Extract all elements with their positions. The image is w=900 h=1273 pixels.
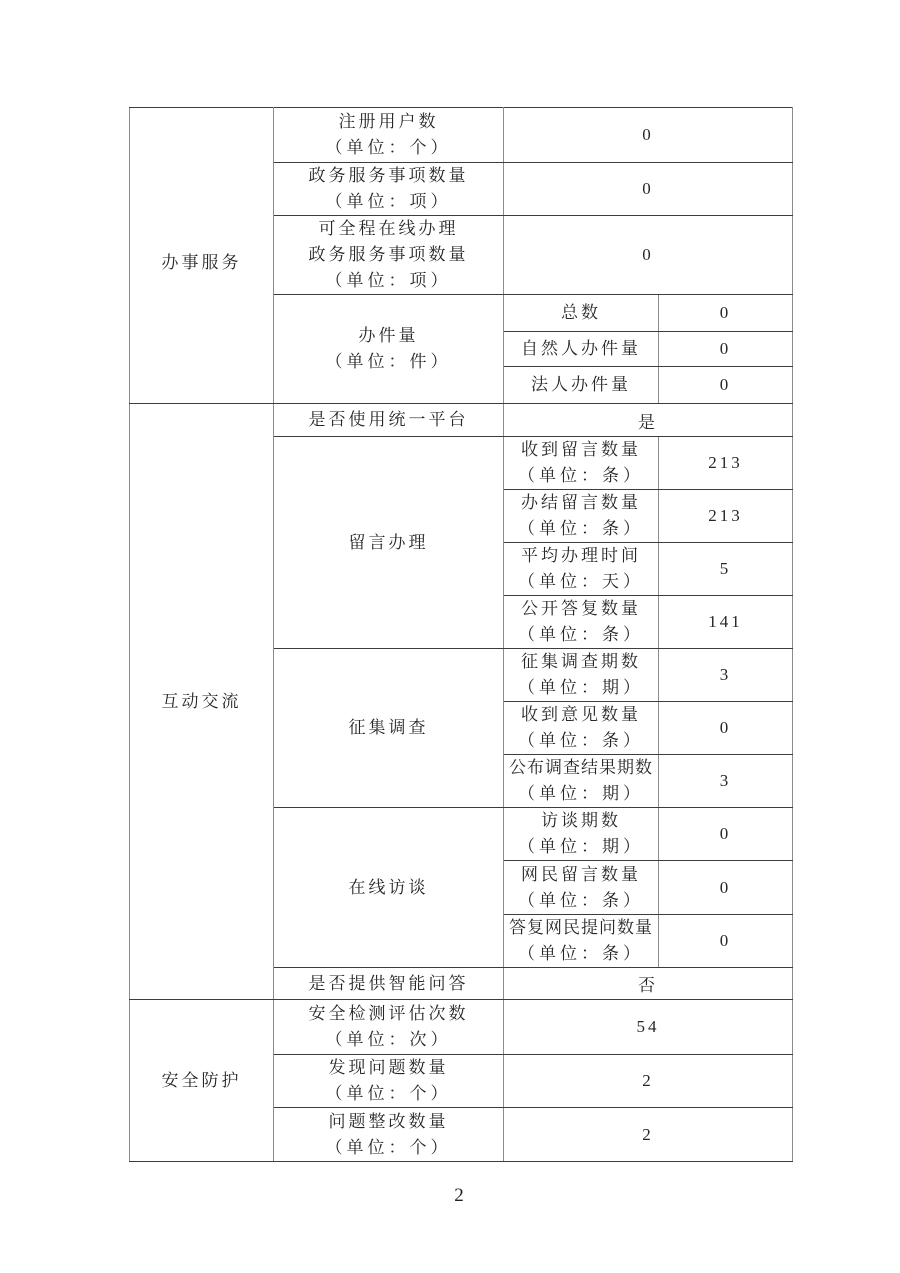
page-number: 2 (454, 1185, 464, 1206)
value-cell: 3 (659, 649, 793, 702)
item-group-label: 办件量 （单位：件） (274, 295, 504, 404)
value-cell: 0 (659, 808, 793, 861)
value-cell: 5 (659, 543, 793, 596)
value-cell: 0 (659, 367, 793, 404)
value-cell: 0 (504, 163, 793, 216)
category-cell-service (130, 108, 274, 404)
value-cell: 0 (659, 295, 793, 332)
value-cell: 0 (659, 861, 793, 915)
value-cell: 213 (659, 490, 793, 543)
sub-item-label: 公开答复数量 （单位：条） (504, 596, 659, 649)
value-cell: 141 (659, 596, 793, 649)
value-cell: 是 (504, 404, 793, 437)
item-label: 政务服务事项数量 （单位：项） (274, 163, 504, 216)
item-group-label: 征集调查 (274, 649, 504, 808)
item-label: 发现问题数量 （单位：个） (274, 1055, 504, 1108)
category-label: 办事服务 (161, 253, 242, 272)
sub-item-label: 网民留言数量 （单位：条） (504, 861, 659, 915)
value-cell: 0 (659, 332, 793, 367)
value-cell: 否 (504, 968, 793, 1000)
value-cell: 3 (659, 755, 793, 808)
sub-item-label: 法人办件量 (504, 367, 659, 404)
value-cell: 2 (504, 1055, 793, 1108)
item-label: 问题整改数量 （单位：个） (274, 1108, 504, 1162)
category-label: 互动交流 (161, 691, 242, 711)
value-cell: 0 (504, 108, 793, 163)
value-cell: 2 (504, 1108, 793, 1162)
item-label: 可全程在线办理 政务服务事项数量 （单位：项） (274, 216, 504, 295)
sub-item-label: 征集调查期数 （单位：期） (504, 649, 659, 702)
value-cell: 0 (659, 915, 793, 968)
sub-item-label: 收到留言数量 （单位：条） (504, 437, 659, 490)
item-group-label: 留言办理 (274, 437, 504, 649)
value-cell: 54 (504, 1000, 793, 1055)
sub-item-label: 自然人办件量 (504, 332, 659, 367)
item-label: 是否提供智能问答 (274, 968, 504, 1000)
value-cell: 213 (659, 437, 793, 490)
item-label: 安全检测评估次数 （单位：次） (274, 1000, 504, 1055)
item-label: 注册用户数 （单位：个） (274, 108, 504, 163)
sub-item-label: 答复网民提问数量 （单位：条） (504, 915, 659, 968)
category-label: 安全防护 (161, 1070, 242, 1090)
category-cell-interaction (130, 404, 274, 1000)
sub-item-label: 总数 (504, 295, 659, 332)
sub-item-label: 公布调查结果期数 （单位：期） (504, 755, 659, 808)
category-cell-security (130, 1000, 274, 1162)
sub-item-label: 访谈期数 （单位：期） (504, 808, 659, 861)
sub-item-label: 办结留言数量 （单位：条） (504, 490, 659, 543)
value-cell: 0 (659, 702, 793, 755)
sub-item-label: 平均办理时间 （单位：天） (504, 543, 659, 596)
item-group-label: 在线访谈 (274, 808, 504, 968)
sub-item-label: 收到意见数量 （单位：条） (504, 702, 659, 755)
statistics-table (129, 107, 793, 1162)
item-label: 是否使用统一平台 (274, 404, 504, 437)
value-cell: 0 (504, 216, 793, 295)
